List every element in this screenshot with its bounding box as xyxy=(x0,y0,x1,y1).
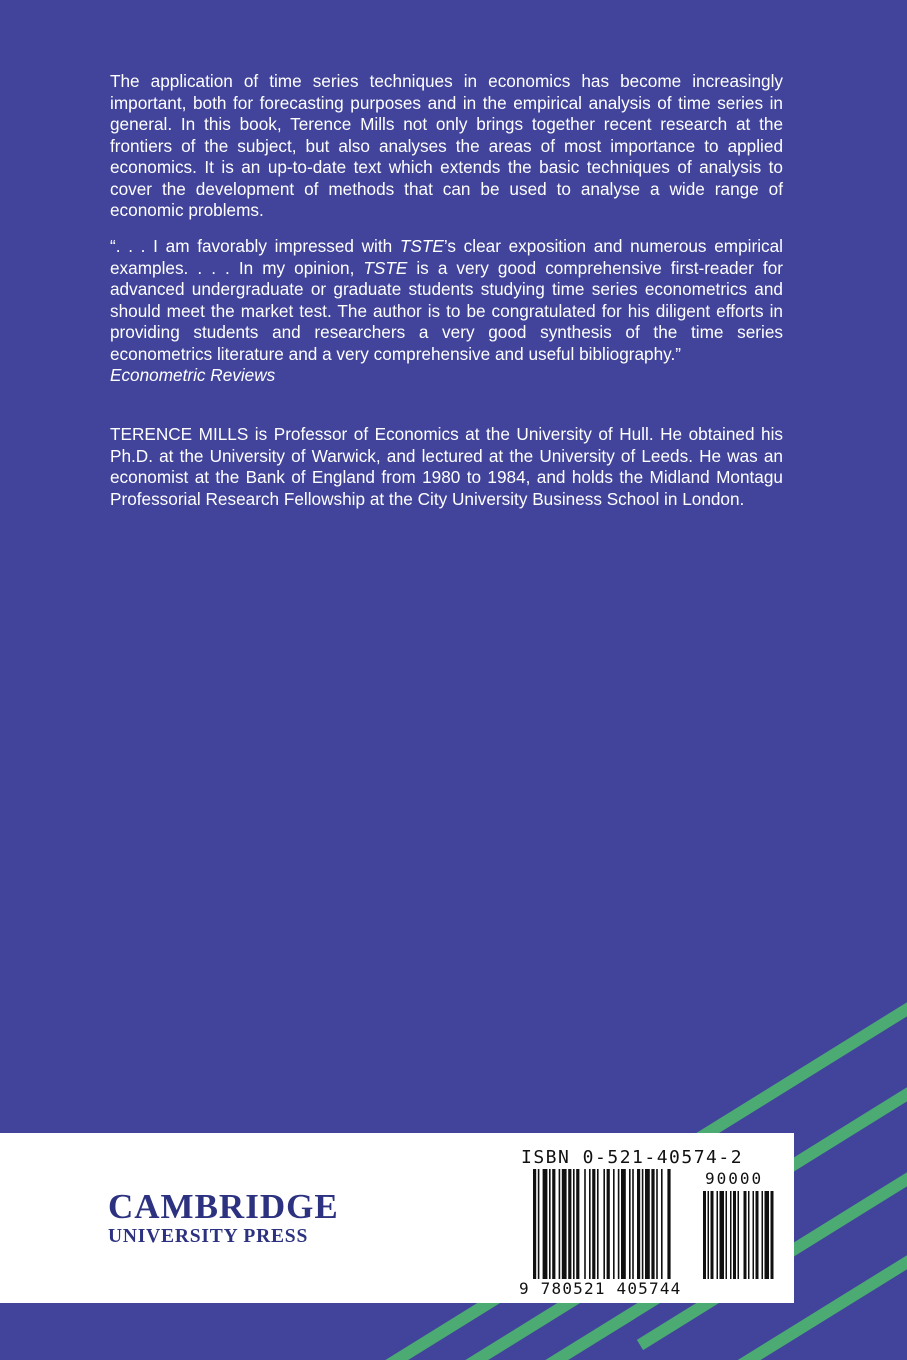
barcode-bar xyxy=(603,1169,605,1279)
barcode-addon-bar xyxy=(726,1191,728,1279)
barcode-addon-bar xyxy=(717,1191,719,1279)
barcode-bar xyxy=(613,1169,615,1279)
review-text-3: is a very good comprehensive first-reader for advanced undergraduate or graduate students studying time series econometrics and should meet the market test. The author is to be congratulated for his diligent efforts in providing students and researchers a very good synthesis of the time series econometrics literature and a very comprehensive and useful bibliography.” xyxy=(110,257,783,364)
publisher-name-line2: UNIVERSITY PRESS xyxy=(108,1226,309,1247)
barcode-addon-bar xyxy=(738,1191,740,1279)
barcode-ean-digits: 9 780521 405744 xyxy=(519,1279,682,1298)
barcode-addon-bar xyxy=(762,1191,764,1279)
barcode-addon-bar xyxy=(748,1191,750,1279)
barcode-bar xyxy=(533,1169,536,1279)
barcode-bar xyxy=(656,1169,658,1279)
barcode-bar xyxy=(637,1169,640,1279)
barcode-bar xyxy=(629,1169,631,1279)
barcode-bar xyxy=(538,1169,540,1279)
barcode-bar xyxy=(621,1169,626,1279)
book-description: The application of time series techniques in economics has become increasingly important, both for forecasting purposes and in the empirical analysis of time series in general. In this book, Terence Mills not only brings together recent research at the frontiers of the subject, but also analyses the areas of most importance to applied economics. It is an up-to-date text which extends the basic techniques of analysis to cover the development of methods that can be used to analyse a wide range of economic problems. xyxy=(110,71,783,220)
barcode-bar xyxy=(632,1169,634,1279)
barcode-bar xyxy=(589,1169,591,1279)
review-emphasis-1: TSTE xyxy=(399,236,444,256)
barcode-bar xyxy=(607,1169,610,1279)
barcode-bar xyxy=(618,1169,620,1279)
barcode-addon-bar xyxy=(756,1191,759,1279)
barcode-addon-bar xyxy=(703,1191,706,1279)
barcode-bar xyxy=(573,1169,575,1279)
barcode-bar xyxy=(651,1169,654,1279)
barcode-addon-bar xyxy=(771,1191,774,1279)
barcode-bar xyxy=(543,1169,548,1279)
barcode-bar xyxy=(597,1169,599,1279)
barcode-bar xyxy=(661,1169,663,1279)
barcode-addon-bar xyxy=(720,1191,725,1279)
barcode-addon-bar xyxy=(711,1191,714,1279)
barcode-bar xyxy=(584,1169,586,1279)
barcode-addon-digits: 90000 xyxy=(705,1169,764,1188)
review-text-1: “. . . I am favorably impressed with xyxy=(110,236,400,256)
review-emphasis-2: TSTE xyxy=(363,257,408,278)
barcode-bar xyxy=(576,1169,579,1279)
publisher-logo xyxy=(108,1189,339,1248)
barcode-bar xyxy=(592,1169,595,1279)
review-source: Econometric Reviews xyxy=(110,365,276,385)
barcode-addon-bar xyxy=(744,1191,747,1279)
barcode-bar xyxy=(642,1169,644,1279)
review-quote xyxy=(110,236,783,387)
publisher-barcode-panel xyxy=(0,1133,794,1303)
barcode-bar xyxy=(568,1169,571,1279)
barcode-addon-bar xyxy=(733,1191,736,1279)
barcode-addon-bar xyxy=(765,1191,770,1279)
author-bio: TERENCE MILLS is Professor of Economics at the University of Hull. He obtained his Ph.D. at the University of Warwick, and lectured at the University of Leeds. He was an economist at the Bank of England from 1980 to 1984, and holds the Midland Montagu Professorial Research Fellowship at the City University Business School in London. xyxy=(110,424,783,509)
barcode-addon-bar xyxy=(708,1191,710,1279)
isbn-label: ISBN 0-521-40574-2 xyxy=(521,1147,744,1168)
barcode-bar xyxy=(562,1169,567,1279)
barcode-bar xyxy=(667,1169,670,1279)
barcode-addon-bar xyxy=(753,1191,755,1279)
barcode-addon-bar xyxy=(730,1191,732,1279)
barcode-bar xyxy=(559,1169,561,1279)
stripe-5 xyxy=(300,1296,500,1360)
barcode-bar xyxy=(552,1169,555,1279)
review-text-2: ’s clear exposition and numerous empirical examples. . . . In my opinion, xyxy=(110,236,783,278)
barcode-bar xyxy=(549,1169,551,1279)
publisher-name-line1: CAMBRIDGE xyxy=(108,1187,339,1226)
barcode-bar xyxy=(645,1169,650,1279)
